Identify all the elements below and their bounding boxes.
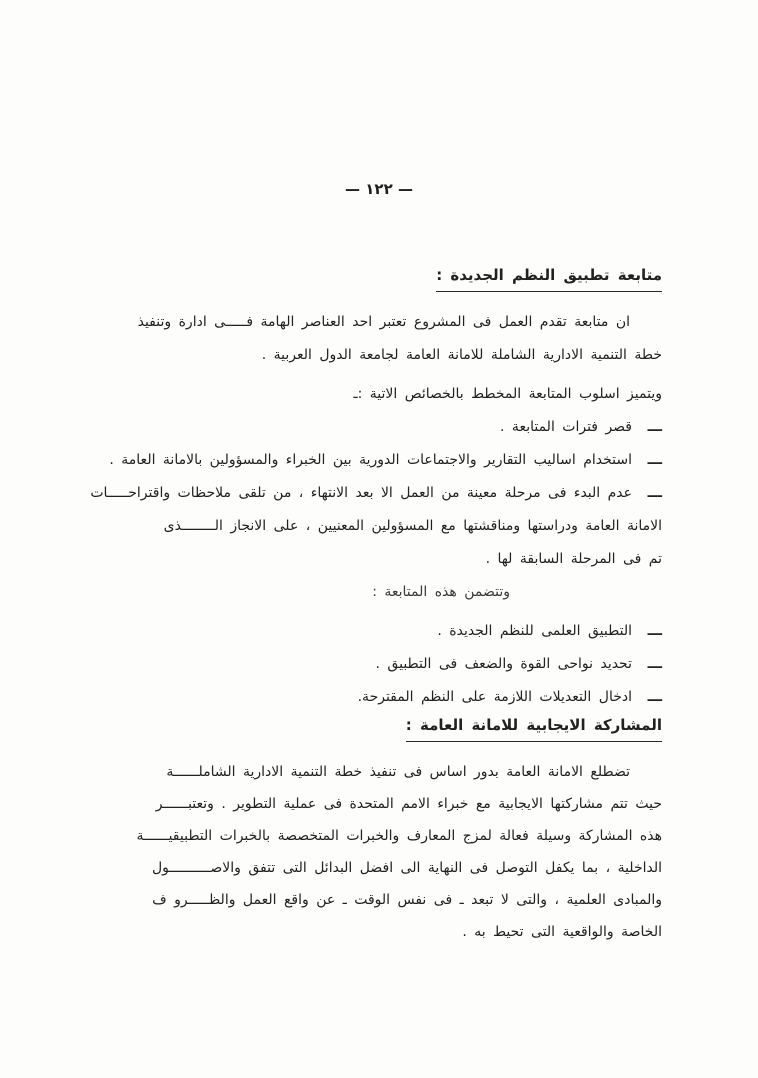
document-content xyxy=(0,264,758,948)
list-item xyxy=(88,681,662,714)
section-heading-participation xyxy=(88,714,662,742)
paragraph-line: الداخلية ، بما يكفل التوصل فى النهاية الى افضل البدائل التى تتفق والاصــــــــــول xyxy=(151,860,662,876)
dash-bullet-icon: ـــ xyxy=(647,485,662,501)
paragraph-line: الخاصة والواقعية التى تحيط به . xyxy=(462,924,662,940)
dash-bullet-icon: ـــ xyxy=(647,656,662,672)
dash-bullet-icon: ـــ xyxy=(647,689,662,705)
dash-bullet-icon: ـــ xyxy=(647,452,662,468)
section-heading-followup xyxy=(88,264,662,292)
list-item-text: ادخال التعديلات اللازمة على النظم المقترحة. xyxy=(357,689,632,705)
list-item xyxy=(88,648,662,681)
list-item-text: تم فى المرحلة السابقة لها . xyxy=(485,551,662,567)
paragraph-line: تضطلع الامانة العامة بدور اساس فى تنفيذ خطة التنمية الادارية الشاملــــــة xyxy=(166,764,630,780)
list-item-text: تحديد نواحى القوة والضعف فى التطبيق . xyxy=(375,656,632,672)
paragraph-line: هذه المشاركة وسيلة فعالة لمزج المعارف والخبرات المتخصصة بالخبرات التطبيقيــــــة xyxy=(136,828,662,844)
section-heading-participation-text: المشاركة الايجابية للامانة العامة : xyxy=(406,714,662,742)
paragraph-participation xyxy=(88,756,662,948)
list-item-text: قصر فترات المتابعة . xyxy=(500,419,632,435)
list-item-text: عدم البدء فى مرحلة معينة من العمل الا بعد الانتهاء ، من تلقى ملاحظات واقتراحـــــات xyxy=(90,485,632,501)
list-item xyxy=(88,444,662,477)
paragraph-line: والمبادى العلمية ، والتى لا تبعد ـ فى نفس الوقت ـ عن واقع العمل والظـــــرو ف xyxy=(152,892,662,908)
list-item-text: الامانة العامة ودراستها ومناقشتها مع المسؤولين المعنيين ، على الانجاز الــــــــذى xyxy=(163,518,662,534)
dash-bullet-icon: ـــ xyxy=(647,419,662,435)
dash-bullet-icon: ـــ xyxy=(647,623,662,639)
paragraph-line: ان متابعة تقدم العمل فى المشروع تعتبر احد العناصر الهامة فـــــى ادارة وتنفيذ xyxy=(137,314,630,330)
list-item-text: استخدام اساليب التقارير والاجتماعات الدورية بين الخبراء والمسؤولين بالامانة العامة . xyxy=(109,452,632,468)
includes-list xyxy=(88,615,662,714)
features-list xyxy=(88,411,662,576)
paragraph-followup xyxy=(88,306,662,372)
features-intro: ويتميز اسلوب المتابعة المخطط بالخصائص الاتية :ـ xyxy=(353,386,662,402)
list-item xyxy=(88,615,662,648)
list-item xyxy=(88,411,662,444)
list-item-text: التطبيق العلمى للنظم الجديدة . xyxy=(437,623,632,639)
page-number: — ١٢٢ — xyxy=(345,180,413,198)
paragraph-line: حيث تتم مشاركتها الايجابية مع خبراء الامم المتحدة فى عملية التطوير . وتعتبــــــر xyxy=(155,796,662,812)
paragraph-line: خطة التنمية الادارية الشاملة للامانة العامة لجامعة الدول العربية . xyxy=(261,347,662,363)
section-heading-followup-text: متابعة تطبيق النظم الجديدة : xyxy=(436,264,662,292)
includes-intro: وتتضمن هذه المتابعة : xyxy=(372,584,510,600)
list-item xyxy=(88,477,662,576)
